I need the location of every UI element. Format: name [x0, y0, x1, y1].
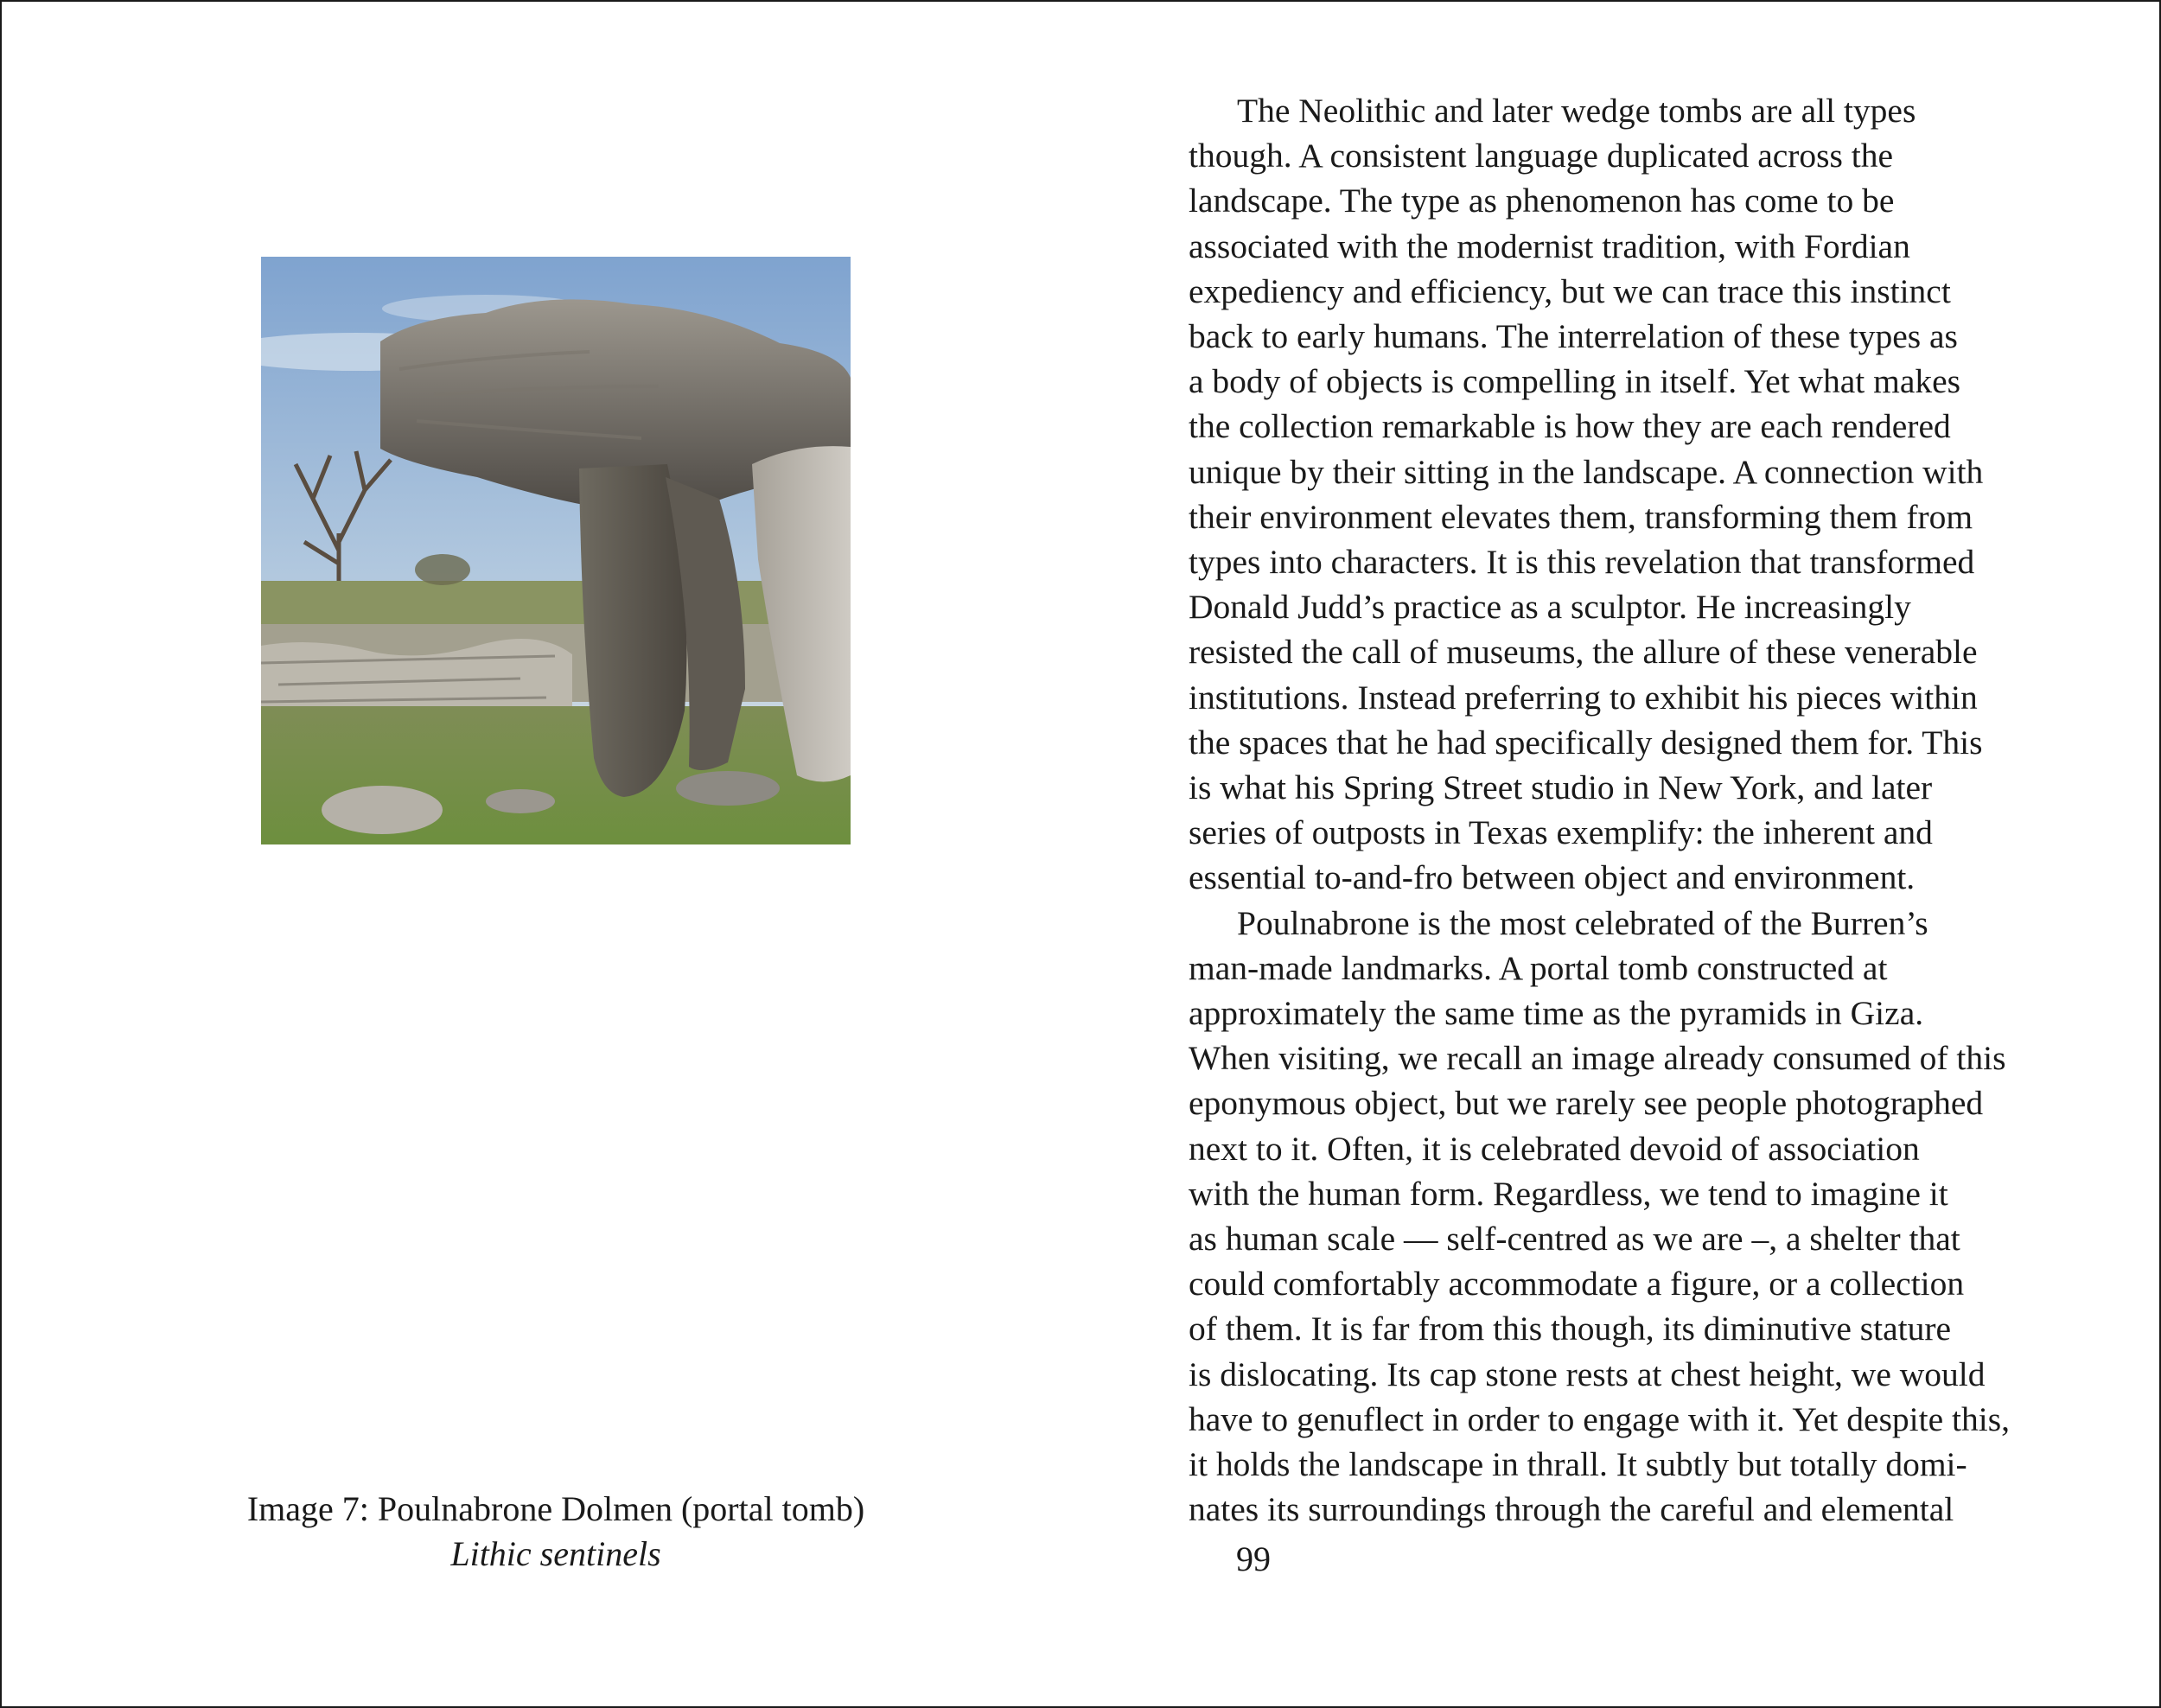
body-line: institutions. Instead preferring to exhibit his pieces within [1189, 678, 1978, 717]
body-line: landscape. The type as phenomenon has come to be [1189, 182, 1895, 220]
body-line: the spaces that he had specifically designed them for. This [1189, 723, 1983, 762]
body-line: with the human form. Regardless, we tend to imagine it [1189, 1174, 1948, 1213]
body-line: When visiting, we recall an image already consumed of this [1189, 1039, 2006, 1078]
dolmen-illustration [261, 257, 851, 844]
body-line: could comfortably accommodate a figure, or a collection [1189, 1265, 1965, 1303]
body-line: have to genuflect in order to engage with it. Yet despite this, [1189, 1399, 2010, 1438]
body-line: it holds the landscape in thrall. It subtly but totally domi- [1189, 1445, 1967, 1484]
body-line: types into characters. It is this revelation that transformed [1189, 543, 1975, 582]
body-line: Donald Judd’s practice as a sculptor. He increasingly [1189, 588, 1911, 627]
body-line: their environment elevates them, transforming them from [1189, 497, 1973, 536]
body-line: as human scale — self-centred as we are –, a shelter that [1189, 1220, 1960, 1259]
body-line: of them. It is far from this though, its diminutive stature [1189, 1310, 1952, 1348]
body-line: nates its surroundings through the careful and elemental [1189, 1490, 1954, 1529]
body-text [1189, 88, 2122, 1533]
body-line: Poulnabrone is the most celebrated of the Burren’s [1237, 903, 1928, 942]
body-line: resisted the call of museums, the allure of these venerable [1189, 633, 1978, 672]
body-line: associated with the modernist tradition, with Fordian [1189, 226, 1910, 265]
body-line: the collection remarkable is how they are each rendered [1189, 407, 1951, 446]
body-line: is dislocating. Its cap stone rests at chest height, we would [1189, 1354, 1986, 1393]
figure-caption [175, 1487, 937, 1577]
body-line: expediency and efficiency, but we can trace this instinct [1189, 271, 1951, 310]
body-line: back to early humans. The interrelation of these types as [1189, 317, 1958, 356]
body-line: man-made landmarks. A portal tomb constructed at [1189, 948, 1888, 987]
body-line: though. A consistent language duplicated across the [1189, 137, 1894, 175]
body-line: is what his Spring Street studio in New York, and later [1189, 768, 1933, 807]
body-line: eponymous object, but we rarely see people photographed [1189, 1084, 1984, 1123]
body-line: The Neolithic and later wedge tombs are all types [1237, 92, 1916, 130]
caption-title: Image 7: Poulnabrone Dolmen (portal tomb) [246, 1489, 865, 1528]
body-line: next to it. Often, it is celebrated devoid of association [1189, 1129, 1920, 1168]
page-number: 99 [1236, 1539, 1271, 1578]
dolmen-photo [261, 257, 851, 844]
body-line: unique by their sitting in the landscape. A connection with [1189, 452, 1984, 491]
body-line: essential to-and-fro between object and environment. [1189, 858, 1916, 897]
body-line: series of outposts in Texas exemplify: the inherent and [1189, 813, 1933, 852]
body-line: a body of objects is compelling in itself. Yet what makes [1189, 362, 1961, 401]
caption-subtitle: Lithic sentinels [450, 1534, 661, 1573]
body-line: approximately the same time as the pyramids in Giza. [1189, 994, 1924, 1033]
